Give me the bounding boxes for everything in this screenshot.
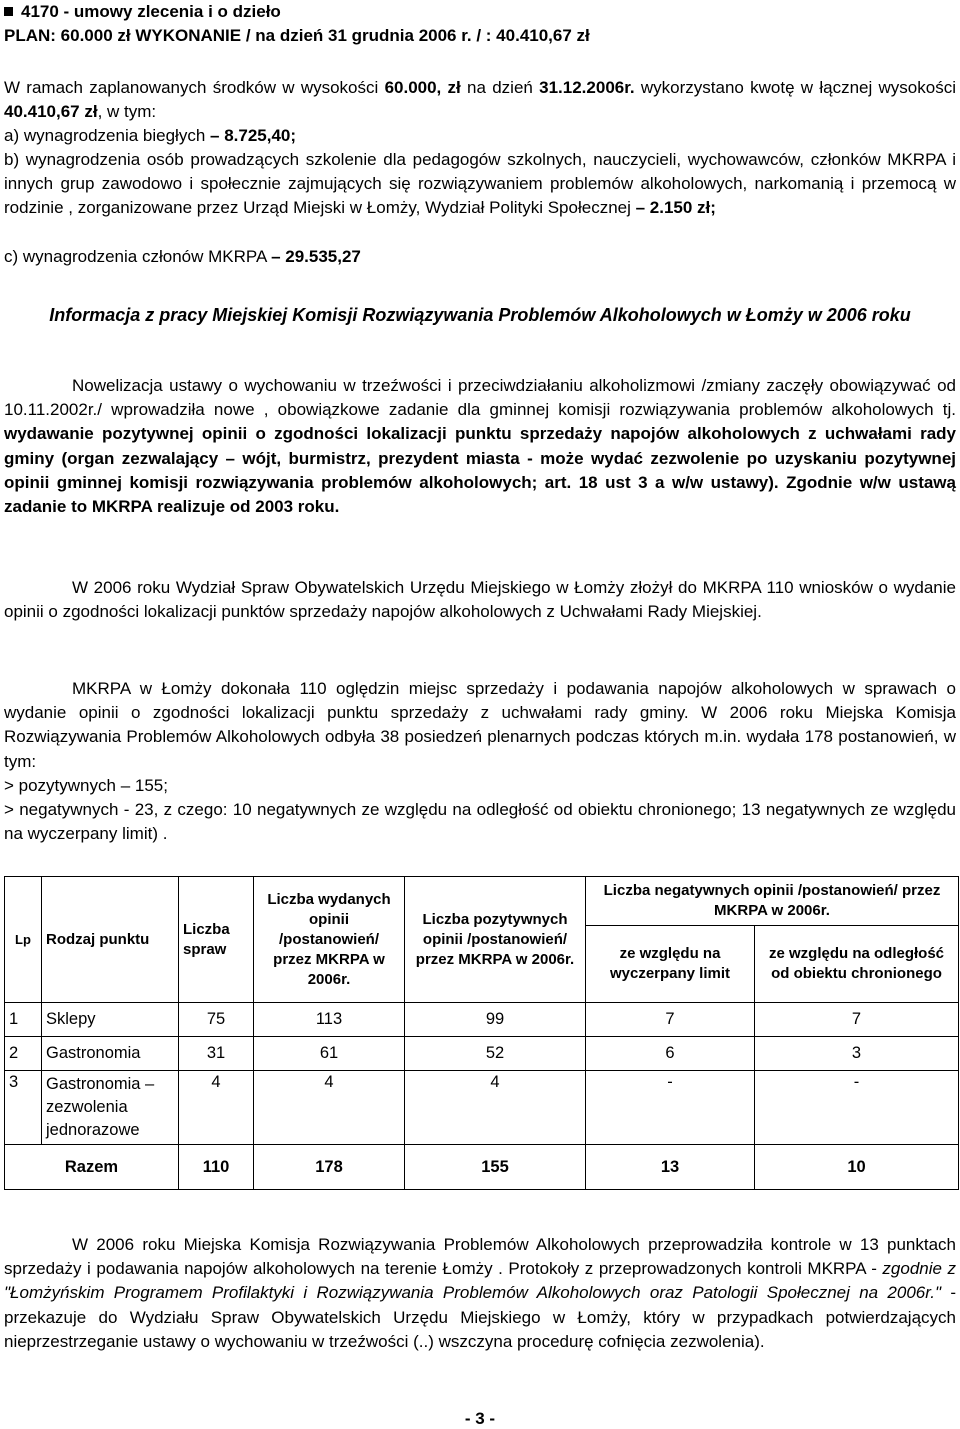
header-rodzaj: Rodzaj punktu [42, 877, 179, 1003]
header-wydanych: Liczba wydanych opinii /postanowień/ przez MKRPA w 2006r. [254, 877, 405, 1003]
budget-paragraph: W ramach zaplanowanych środków w wysokości 60.000, zł na dzień 31.12.2006r. wykorzystano kwotę w łącznej wysokości 40.410,67 zł, w tym: [4, 78, 956, 122]
budget-item-c: c) wynagrodzenia członów MKRPA – 29.535,27 [4, 247, 361, 266]
cell-limit: 7 [586, 1003, 755, 1037]
paragraph-controls: W 2006 roku Miejska Komisja Rozwiązywania Problemów Alkoholowych przeprowadziła kontrole w 13 punktach sprzedaży i podawania napojów alkoholowych na terenie Łomży . Protokoły z przeprowadzonych kontroli MKRPA - zgodnie z "Łomżyńskim Programem Profilaktyki i Rozwiązywania Problemów Alkoholowych oraz Patologii Społecznej na 2006r." - przekazuje do Wydziału Spraw Obywatelskich Urzędu Miejskiego w Łomży, który w przypadkach potwierdzających nieprzestrzeganie ustawy o wychowaniu w trzeźwości (..) wszczyna procedurę cofnięcia zezwolenia). [4, 1235, 956, 1351]
budget-heading-line2: PLAN: 60.000 zł WYKONANIE / na dzień 31 grudnia 2006 r. / : 40.410,67 zł [4, 26, 590, 45]
table-row [5, 1003, 959, 1037]
cell-spraw: 75 [179, 1003, 254, 1037]
cell-limit: 6 [586, 1037, 755, 1071]
cell-wydanych: 4 [254, 1071, 405, 1145]
cell-odleglosc: - [755, 1071, 959, 1145]
cell-total-limit: 13 [586, 1145, 755, 1190]
table-row [5, 1037, 959, 1071]
cell-pozytywnych: 99 [405, 1003, 586, 1037]
cell-pozytywnych: 4 [405, 1071, 586, 1145]
cell-rodzaj: Gastronomia [42, 1037, 179, 1071]
cell-wydanych: 113 [254, 1003, 405, 1037]
header-negatywnych: Liczba negatywnych opinii /postanowień/ przez MKRPA w 2006r. [586, 877, 959, 926]
paragraph-positive: > pozytywnych – 155; [4, 776, 168, 795]
budget-item-b: b) wynagrodzenia osób prowadzących szkolenie dla pedagogów szkolnych, nauczycieli, wychowawców, członków MKRPA i innych grup zawodowo i społecznie zajmujących się rozwiązywaniem problemów alkoholowych, narkomanią i przemocą w rodzinie , zorganizowane przez Urząd Miejski w Łomży, Wydział Polityki Społecznej – 2.150 zł; [4, 150, 956, 218]
cell-lp: 1 [5, 1003, 42, 1037]
cell-odleglosc: 3 [755, 1037, 959, 1071]
cell-wydanych: 61 [254, 1037, 405, 1071]
table-row [5, 1071, 959, 1145]
cell-rodzaj: Sklepy [42, 1003, 179, 1037]
paragraph-negative: > negatywnych - 23, z czego: 10 negatywnych ze względu na odległość od obiektu chronionego; 13 negatywnych ze względu na wyczerpany limit) . [4, 800, 956, 844]
paragraph-applications: W 2006 roku Wydział Spraw Obywatelskich Urzędu Miejskiego w Łomży złożył do MKRPA 110 wniosków o wydanie opinii o zgodności lokalizacji punktów sprzedaży napojów alkoholowych z Uchwałami Rady Miejskiej. [4, 578, 956, 622]
cell-total-label: Razem [5, 1145, 179, 1190]
header-spraw: Liczba spraw [179, 877, 254, 1003]
cell-total-pozytywnych: 155 [405, 1145, 586, 1190]
section-title: Informacja z pracy Miejskiej Komisji Rozwiązywania Problemów Alkoholowych w Łomży w 2006 roku [49, 305, 911, 325]
cell-total-wydanych: 178 [254, 1145, 405, 1190]
cell-odleglosc: 7 [755, 1003, 959, 1037]
cell-spraw: 31 [179, 1037, 254, 1071]
cell-pozytywnych: 52 [405, 1037, 586, 1071]
cell-total-odleglosc: 10 [755, 1145, 959, 1190]
cell-total-spraw: 110 [179, 1145, 254, 1190]
budget-item-a: a) wynagrodzenia biegłych – 8.725,40; [4, 126, 297, 145]
header-pozytywnych: Liczba pozytywnych opinii /postanowień/ przez MKRPA w 2006r. [405, 877, 586, 1003]
budget-heading-line1: 4170 - umowy zlecenia i o dzieło [4, 0, 956, 24]
table-total-row [5, 1145, 959, 1190]
cell-lp: 2 [5, 1037, 42, 1071]
cell-rodzaj: Gastronomia – zezwolenia jednorazowe [42, 1071, 179, 1145]
header-odleglosc: ze względu na odległość od obiektu chronionego [755, 926, 959, 1003]
cell-spraw: 4 [179, 1071, 254, 1145]
cell-limit: - [586, 1071, 755, 1145]
table-header-row [5, 877, 959, 926]
page-number: - 3 - [464, 1409, 496, 1428]
paragraph-inspections: MKRPA w Łomży dokonała 110 oględzin miejsc sprzedaży i podawania napojów alkoholowych w sprawach o wydanie opinii o zgodności lokalizacji punktu sprzedaży z uchwałami rady gminy. W 2006 roku Miejska Komisja Rozwiązywania Problemów Alkoholowych odbyła 38 posiedzeń plenarnych podczas których m.in. wydała 178 postanowień, w tym: [4, 679, 956, 771]
opinions-table [4, 876, 959, 1190]
header-limit: ze względu na wyczerpany limit [586, 926, 755, 1003]
paragraph-amendment: Nowelizacja ustawy o wychowaniu w trzeźwości i przeciwdziałaniu alkoholizmowi /zmiany zaczęły obowiązywać od 10.11.2002r./ wprowadziła nowe , obowiązkowe zadanie dla gminnej komisji rozwiązywania problemów alkoholowych tj. wydawanie pozytywnej opinii o zgodności lokalizacji punktu sprzedaży napojów alkoholowych z uchwałami rady gminy (organ zezwalający – wójt, burmistrz, prezydent miasta - może wydać zezwolenie po uzyskaniu pozytywnej opinii gminnej komisji rozwiązywania problemów alkoholowych; art. 18 ust 3 a w/w ustawy). Zgodnie w/w ustawą zadanie to MKRPA realizuje od 2003 roku. [4, 376, 956, 517]
header-lp: Lp [5, 877, 42, 1003]
cell-lp: 3 [5, 1071, 42, 1145]
square-bullet-icon [4, 7, 13, 16]
